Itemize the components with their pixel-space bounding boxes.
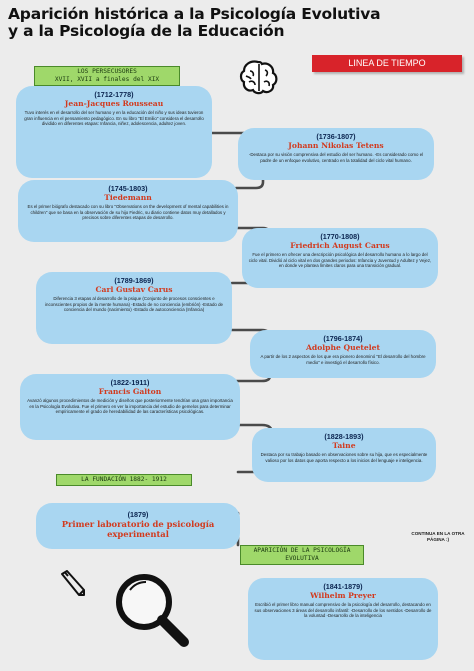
card-carl-carus: [36, 272, 232, 344]
card-years: (1796-1874): [323, 334, 363, 343]
card-name: Johann Nikolas Tetens: [288, 141, 384, 150]
card-years: (1712-1778): [94, 90, 134, 99]
tag-appearance: [240, 545, 364, 565]
timeline-badge: LINEA DE TIEMPO: [312, 55, 462, 72]
tag-persecutors-line-2: XVII, XVII a finales del XIX: [54, 76, 160, 83]
card-name: Adolphe Quetelet: [306, 343, 380, 352]
card-text: Diferencia 3 etapas al desarrollo de la psique (Conjunto de procesos conscientes e inconscientes propios de la mente humana) -Estado de no conciencia (embrión) -Estado de conciencia del mundo (nacimiento) -Estado de autoconciencia (Infancia): [45, 296, 223, 313]
title-line-2: y a la Psicología de la Educación: [8, 22, 285, 40]
card-preyer: [248, 578, 438, 660]
card-name: Tiedemann: [104, 193, 152, 202]
card-years: (1822-1911): [110, 378, 150, 387]
card-name: Carl Gustav Carus: [95, 285, 173, 294]
tag-persecutors-line-1: LOS PERSECUSORES: [77, 68, 137, 75]
card-taine: [252, 428, 436, 482]
card-years: (1841-1879): [323, 582, 363, 591]
tag-appearance-line-1: APARICIÓN DE LA PSICOLOGÍA: [253, 547, 351, 554]
card-name: Francis Galton: [98, 387, 162, 396]
card-name: Wilhelm Preyer: [310, 591, 376, 600]
title-line-1: Aparición histórica a la Psicología Evolutiva: [8, 5, 381, 23]
continue-note: CONTINUA EN LA OTRA PÁGINA :): [411, 531, 465, 542]
card-text: Fue el primero en ofrecer una descripción psicológica del desarrollo humano a lo largo del ciclo vital. Dividió al ciclo vital en dos grandes periodos: Infancia y Juventud y Adultez y Vejez, en donde ve plantea límites claros para una transición gradual.: [248, 252, 432, 269]
card-text: A partir de los 2 aspectos de los que era pionero denominó "El desarrollo del hombre medio" e investigó el desarrollo físico.: [260, 354, 426, 365]
card-quetelet: [250, 330, 436, 378]
card-text: Escribió el primer libro manual comprensivo de la psicología del desarrollo, destacando en sus observaciones 3 áreas del desarrollo infantil: -Desarrollo de los sentidos -Desarrollo de la voluntad -Desarrollo de la inteligencia: [254, 602, 432, 619]
card-galton: [20, 374, 240, 440]
card-text: -Destaca por su visión comprensiva del estudio del ser humano. -Es considerado como el padre de un enfoque evolutivo, centrado en la totalidad del ciclo vital humano.: [248, 152, 424, 163]
card-text: Es el primer biógrafo destacado con su libro "Observations on the development of mental capabilities in children" que se basa en la observación de su hijo Fiedric, su diario contiene datos muy detallados y precisos sobre diferentes etapas de desarrollo.: [27, 204, 229, 221]
card-years: (1828-1893): [324, 432, 364, 441]
card-years: (1736-1807): [316, 132, 356, 141]
card-friedrich-carus: [242, 228, 438, 288]
card-years: (1789-1869): [114, 276, 154, 285]
card-tetens: [238, 128, 434, 180]
card-years: (1879): [127, 510, 149, 519]
card-name: Primer laboratorio de psicología experimental: [61, 519, 215, 539]
card-laboratory: [36, 503, 240, 549]
magnifier-icon: [104, 566, 200, 650]
card-text: Destaca por su trabajo basado en observaciones sobre su hija, que es especialmente valioso por los datos que aporta respecto a los inicios del lenguaje e inteligencia.: [260, 452, 428, 463]
pencil-icon: [58, 568, 88, 598]
card-text: Tuvo interés en el desarrollo del ser humano y en la educación del niño y sus ideas tuvieron gran influencia en el pensamiento pedagógico. En su libro "El Emilio" considera el desarrollo dividido en diferentes etapas: Infancia, niñez, adolescencia, adultez joven.: [24, 110, 204, 127]
card-tiedemann: [18, 180, 238, 242]
card-years: (1770-1808): [320, 232, 360, 241]
card-text: Avanzó algunos procedimientos de medición y diseños que posteriormente tendrían una gran importancia en la Psicología Evolutiva. Fue el primero en ver la importancia del estudio de gemelos para determinar empíricamente el grado de heredabilidad de las características psicológicas.: [27, 398, 233, 415]
card-years: (1745-1803): [108, 184, 148, 193]
tag-appearance-line-2: EVOLUTIVA: [285, 555, 319, 562]
card-name: Taine: [332, 441, 356, 450]
card-rousseau: [16, 86, 212, 178]
tag-persecutors: [34, 66, 180, 86]
card-name: Jean-Jacques Rousseau: [64, 99, 164, 108]
card-name: Friedrich August Carus: [290, 241, 390, 250]
tag-foundation: LA FUNDACIÓN 1882- 1912: [56, 474, 192, 486]
